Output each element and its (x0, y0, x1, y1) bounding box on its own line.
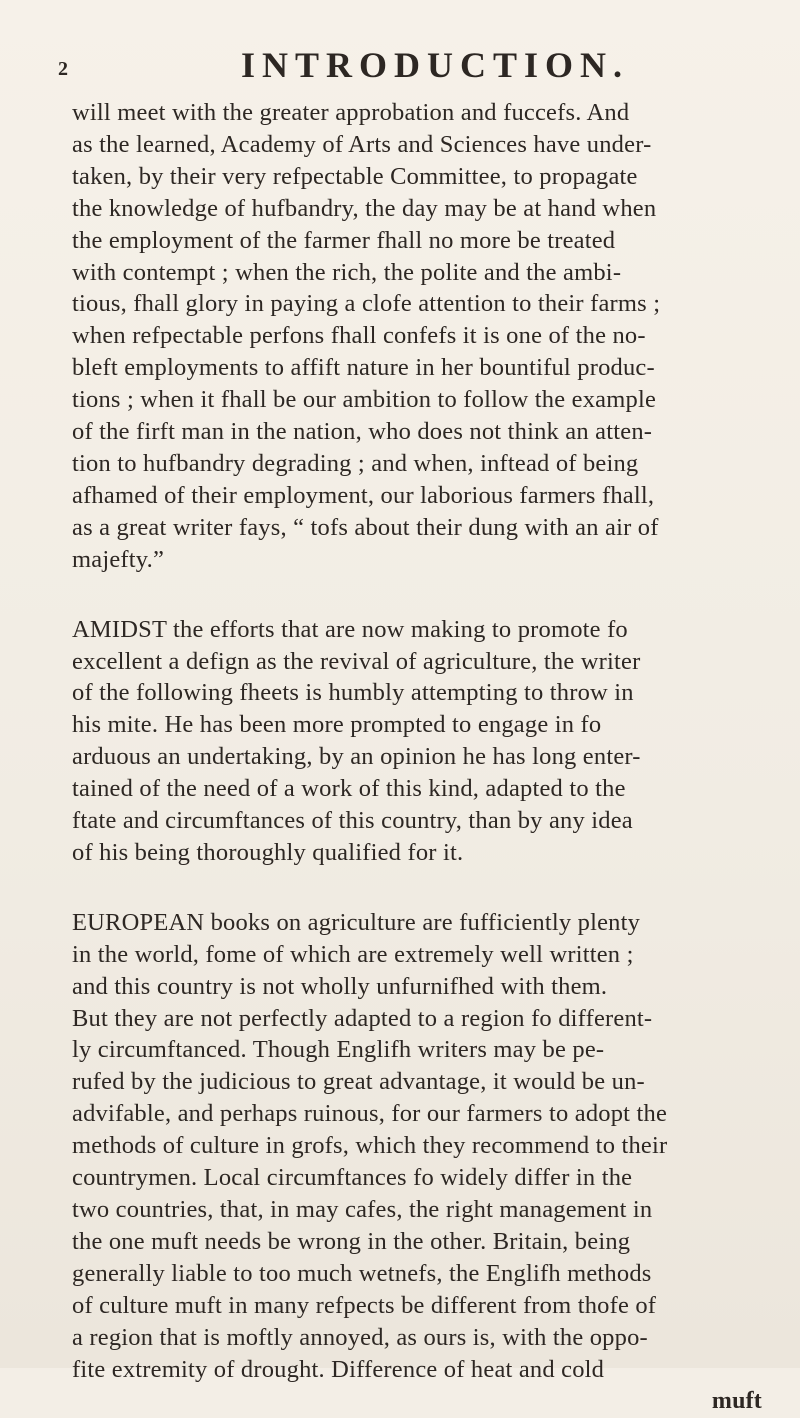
text-line: of culture muft in many refpects be different from thofe of (72, 1291, 657, 1319)
text-line: rufed by the judicious to great advantage, it would be un- (72, 1068, 645, 1096)
text-line: But they are not perfectly adapted to a region fo different- (72, 1004, 653, 1032)
text-line: tious, fhall glory in paying a clofe attention to their farms ; (72, 290, 661, 318)
text-line: generally liable to too much wetnefs, the Englifh methods (72, 1259, 652, 1287)
text-line: countrymen. Local circumftances fo widely differ in the (72, 1164, 633, 1192)
text-line: majefty.” (72, 545, 165, 573)
paragraph-1 (72, 97, 762, 576)
text-line: two countries, that, in may cafes, the right management in (72, 1196, 653, 1223)
text-line: ftate and circumftances of this country, than by any idea (72, 807, 633, 835)
paragraph-2 (72, 614, 762, 869)
text-line: in the world, fome of which are extremely well written ; (72, 940, 634, 968)
text-line: EUROPEAN books on agriculture are fufficiently plenty (72, 908, 641, 936)
text-line: afhamed of their employment, our laborious farmers fhall, (72, 481, 655, 509)
text-line: fite extremity of drought. Difference of heat and cold (72, 1355, 605, 1383)
text-line: the employment of the farmer fhall no more be treated (72, 226, 616, 254)
text-line: excellent a defign as the revival of agriculture, the writer (72, 647, 641, 675)
body-text (72, 97, 762, 1418)
text-line: the knowledge of hufbandry, the day may be at hand when (72, 194, 657, 222)
running-head: INTRODUCTION. (240, 45, 630, 85)
text-line: AMIDST the efforts that are now making to promote fo (72, 615, 628, 643)
text-line: taken, by their very refpectable Committee, to propagate (72, 162, 638, 190)
text-line: of his being thoroughly qualified for it. (72, 838, 464, 866)
text-line: tained of the need of a work of this kind, adapted to the (72, 775, 626, 803)
paragraph-gap (72, 576, 762, 614)
text-line: a region that is moftly annoyed, as ours is, with the oppo- (72, 1323, 648, 1351)
text-line: when refpectable perfons fhall confefs it is one of the no- (72, 322, 646, 350)
page-number: 2 (58, 58, 69, 80)
paragraph-3 (72, 907, 762, 1386)
text-line: with contempt ; when the rich, the polite and the ambi- (72, 258, 622, 286)
text-line: arduous an undertaking, by an opinion he has long enter- (72, 743, 641, 771)
text-line: ly circumftanced. Though Englifh writers may be pe- (72, 1036, 605, 1064)
text-line: advifable, and perhaps ruinous, for our farmers to adopt the (72, 1100, 668, 1128)
text-line: of the firft man in the nation, who does not think an atten- (72, 418, 653, 446)
text-line: as a great writer fays, “ tofs about their dung with an air of (72, 513, 659, 541)
catchword: muft (711, 1388, 762, 1415)
paragraph-gap (72, 869, 762, 907)
text-line: methods of culture in grofs, which they recommend to their (72, 1132, 668, 1160)
text-line: tions ; when it fhall be our ambition to follow the example (72, 386, 657, 414)
text-line: and this country is not wholly unfurnifhed with them. (72, 972, 608, 1000)
text-line: will meet with the greater approbation and fuccefs. And (72, 99, 630, 126)
text-line: as the learned, Academy of Arts and Sciences have under- (72, 130, 652, 158)
text-line: tion to hufbandry degrading ; and when, inftead of being (72, 449, 639, 477)
text-line: the one muft needs be wrong in the other. Britain, being (72, 1227, 631, 1255)
catchword-line (72, 1385, 762, 1418)
text-line: of the following fheets is humbly attempting to throw in (72, 679, 634, 707)
text-line: bleft employments to affift nature in her bountiful produc- (72, 354, 655, 382)
text-line: his mite. He has been more prompted to engage in fo (72, 711, 602, 739)
